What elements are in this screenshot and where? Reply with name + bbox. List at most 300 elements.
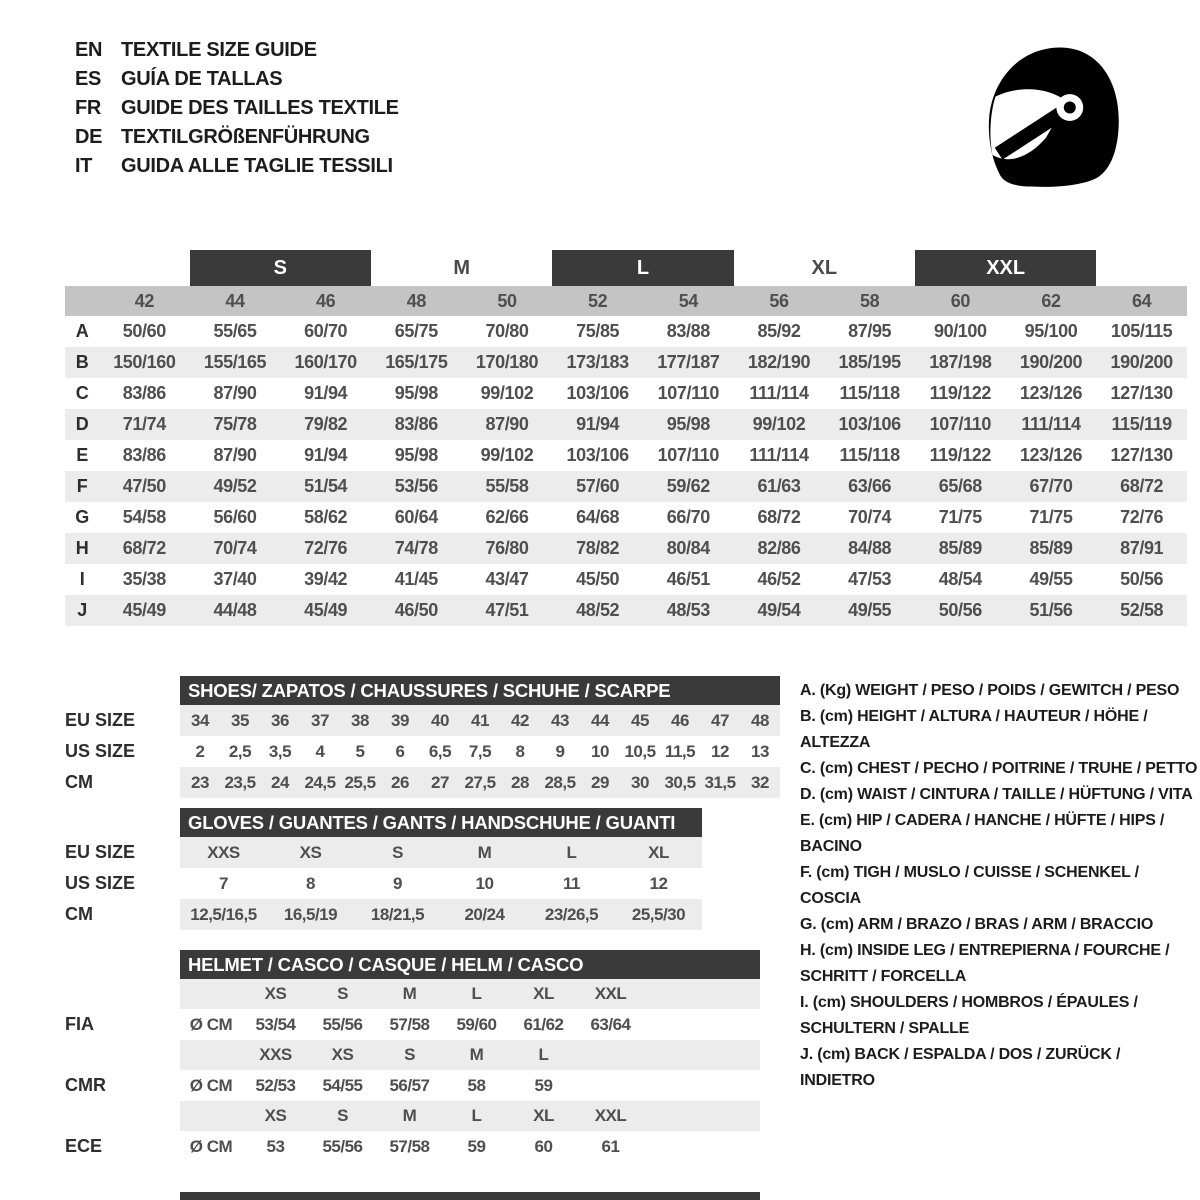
shoes-value-cell: 3,5 (268, 741, 292, 761)
row-letter-label: I (79, 569, 85, 589)
textile-value-cell: 85/89 (938, 538, 982, 558)
textile-value-cell: 46/52 (757, 569, 801, 589)
textile-value-cell: 99/102 (752, 414, 806, 434)
size-band-xl: XL (811, 256, 838, 279)
shoes-value-cell: 35 (231, 710, 249, 730)
helmet-value-cell: 57/58 (389, 1136, 430, 1156)
textile-value-cell: 70/74 (848, 507, 892, 527)
textile-value-cell: 60/64 (394, 507, 438, 527)
textile-value-cell: 170/180 (475, 352, 539, 372)
textile-value-cell: 47/50 (122, 476, 166, 496)
helmet-size-cell (577, 1040, 644, 1070)
filler-cell (644, 1131, 760, 1162)
textile-value-cell: 71/75 (938, 507, 982, 527)
gloves-row-label: EU SIZE (65, 842, 136, 862)
shoes-row (65, 736, 780, 767)
textile-value-cell: 49/52 (213, 476, 257, 496)
textile-value-cell: 49/54 (757, 600, 801, 620)
shoes-value-cell: 38 (351, 710, 369, 730)
shoes-row-body (180, 736, 780, 767)
size-band-s: S (190, 250, 371, 286)
filler-cell (644, 1101, 760, 1131)
language-row (75, 123, 399, 152)
textile-value-cell: 49/55 (848, 600, 892, 620)
textile-value-cell: 72/76 (1120, 507, 1164, 527)
textile-value-cell: 50/56 (1120, 569, 1164, 589)
textile-row-F (65, 471, 1187, 502)
textile-value-cell: 84/88 (848, 538, 892, 558)
filler-cell (644, 1009, 760, 1040)
textile-value-cell: 127/130 (1110, 383, 1173, 403)
shoes-value-cell: 28 (511, 772, 529, 792)
textile-value-cell: 71/74 (122, 414, 166, 434)
helmet-value-cell: 57/58 (389, 1014, 430, 1034)
shoes-row-label: US SIZE (65, 741, 136, 761)
helmet-value-cell: 59 (467, 1136, 486, 1156)
helmet-value-cell: 55/56 (322, 1136, 363, 1156)
textile-value-cell: 48/54 (938, 569, 982, 589)
textile-value-cell: 70/80 (485, 321, 529, 341)
shoes-value-cell: 46 (671, 710, 689, 730)
textile-value-cell: 103/106 (566, 383, 629, 403)
helmet-size-cell: XS (264, 984, 287, 1003)
helmet-value-row-fia (65, 1009, 780, 1040)
textile-value-cell: 67/70 (1029, 476, 1073, 496)
textile-value-cell: 52/58 (1120, 600, 1164, 620)
helmet-size-cell: XXS (259, 1045, 292, 1064)
textile-value-cell: 115/118 (839, 383, 900, 403)
textile-value-cell: 66/70 (666, 507, 710, 527)
textile-row-A (65, 316, 1187, 347)
gloves-section-title: GLOVES / GUANTES / GANTS / HANDSCHUHE / GUANTI (180, 808, 702, 837)
gloves-value-cell: 23/26,5 (544, 904, 599, 924)
helmet-size-cell: L (538, 1045, 549, 1064)
textile-value-cell: 50/60 (122, 321, 166, 341)
textile-value-cell: 61/63 (757, 476, 801, 496)
filler-cell (644, 1040, 760, 1070)
shoes-value-cell: 27,5 (464, 772, 496, 792)
textile-value-cell: 49/55 (1029, 569, 1073, 589)
textile-value-cell: 190/200 (1110, 352, 1173, 372)
helmet-size-cell: S (404, 1045, 415, 1064)
gloves-row (65, 899, 780, 930)
textile-value-cell: 45/50 (576, 569, 620, 589)
helmet-size-cell: M (402, 984, 417, 1003)
language-row (75, 152, 399, 181)
shoes-value-cell: 25,5 (344, 772, 376, 792)
helmet-size-cell: XS (331, 1045, 354, 1064)
helmet-value-cell: 59 (534, 1075, 553, 1095)
gloves-value-cell: 10 (475, 873, 494, 893)
helmet-standard-label: ECE (65, 1136, 103, 1156)
helmet-value-cell: 58 (467, 1075, 486, 1095)
textile-value-cell: 91/94 (304, 383, 348, 403)
textile-value-cell: 85/89 (1029, 538, 1073, 558)
helmet-rows (65, 979, 780, 1162)
gloves-value-cell: 8 (306, 873, 315, 893)
helmet-size-row-cmr (65, 1040, 780, 1070)
textile-value-cell: 107/110 (929, 414, 991, 434)
textile-value-cell: 87/91 (1120, 538, 1164, 558)
textile-value-cell: 115/119 (1111, 414, 1172, 434)
gloves-value-cell: XXS (207, 842, 240, 862)
shoes-value-cell: 6,5 (428, 741, 452, 761)
textile-value-cell: 56/60 (213, 507, 257, 527)
legend-item: A. (Kg) WEIGHT / PESO / POIDS / GEWITCH / PESO (800, 682, 1180, 699)
helmet-size-cell: XXL (594, 1106, 627, 1125)
textile-value-cell: 160/170 (294, 352, 357, 372)
language-code: IT (75, 155, 93, 177)
gloves-value-cell: L (566, 842, 577, 862)
textile-value-cell: 75/78 (213, 414, 257, 434)
shoes-value-cell: 47 (711, 710, 729, 730)
textile-value-cell: 95/98 (394, 383, 438, 403)
textile-row-I (65, 564, 1187, 595)
size-header-cell: 48 (406, 290, 426, 311)
racing-helmet-icon (975, 28, 1133, 206)
shoes-value-cell: 45 (631, 710, 649, 730)
textile-value-cell: 95/98 (666, 414, 710, 434)
helmet-value-cell: 53/54 (255, 1014, 296, 1034)
legend-item: J. (cm) BACK / ESPALDA / DOS / ZURÜCK / INDIETRO (800, 1046, 1121, 1089)
helmet-size-row-body (180, 1040, 760, 1070)
textile-value-cell: 43/47 (485, 569, 529, 589)
shoes-value-cell: 30,5 (664, 772, 696, 792)
shoes-value-cell: 5 (355, 741, 365, 761)
gloves-row-label: CM (65, 904, 93, 924)
textile-value-cell: 48/52 (576, 600, 620, 620)
helmet-value-cell (577, 1070, 644, 1101)
language-title: GUÍA DE TALLAS (121, 68, 283, 90)
helmet-standard-label: CMR (65, 1075, 106, 1095)
shoes-row-body (180, 705, 780, 736)
language-code: ES (75, 68, 102, 90)
shoes-value-cell: 43 (551, 710, 569, 730)
gloves-value-cell: 7 (219, 873, 228, 893)
gloves-value-cell: XS (299, 842, 322, 862)
textile-value-cell: 44/48 (213, 600, 257, 620)
shoes-value-cell: 4 (315, 741, 325, 761)
textile-value-cell: 115/118 (839, 445, 900, 465)
language-title: TEXTILE SIZE GUIDE (121, 39, 317, 61)
helmet-row-label (65, 979, 180, 1009)
textile-value-cell: 182/190 (747, 352, 811, 372)
shoes-value-cell: 8 (515, 741, 525, 761)
textile-value-cell: 91/94 (576, 414, 620, 434)
textile-value-cell: 107/110 (657, 445, 719, 465)
shoes-value-cell: 30 (631, 772, 649, 792)
textile-value-cell: 59/62 (666, 476, 710, 496)
textile-value-cell: 79/82 (304, 414, 348, 434)
row-letter-label: C (75, 383, 89, 403)
helmet-section-title: HELMET / CASCO / CASQUE / HELM / CASCO (180, 950, 760, 979)
textile-value-cell: 60/70 (304, 321, 348, 341)
lower-tables (65, 676, 780, 1162)
helmet-size-row-body (180, 979, 760, 1009)
gloves-value-cell: 12 (649, 873, 668, 893)
helmet-size-row-ece (65, 1101, 780, 1131)
textile-row-B (65, 347, 1187, 378)
helmet-value-row-body (180, 1009, 760, 1040)
textile-value-cell: 87/90 (485, 414, 529, 434)
textile-value-cell: 64/68 (576, 507, 620, 527)
size-header-cell: 52 (588, 290, 608, 311)
helmet-row-label (65, 1101, 180, 1131)
helmet-value-cell: 52/53 (255, 1075, 296, 1095)
shoes-value-cell: 29 (591, 772, 609, 792)
textile-value-cell: 68/72 (757, 507, 801, 527)
textile-value-cell: 99/102 (480, 383, 534, 403)
shoes-value-cell: 34 (191, 710, 209, 730)
shoes-value-cell: 37 (311, 710, 329, 730)
textile-value-cell: 111/114 (749, 445, 809, 465)
helmet-size-row-fia (65, 979, 780, 1009)
textile-value-cell: 50/56 (938, 600, 982, 620)
size-header-cell: 62 (1041, 290, 1061, 311)
shoes-value-cell: 10,5 (624, 741, 656, 761)
shoes-row-label: EU SIZE (65, 710, 136, 730)
textile-value-cell: 37/40 (213, 569, 257, 589)
textile-value-cell: 83/88 (666, 321, 710, 341)
helmet-size-cell: S (337, 1106, 348, 1125)
language-code: FR (75, 97, 102, 119)
textile-value-cell: 123/126 (1019, 445, 1083, 465)
size-header-cell: 56 (769, 290, 789, 311)
row-letter-label: J (77, 600, 87, 620)
shoes-value-cell: 39 (391, 710, 409, 730)
shoes-row (65, 705, 780, 736)
gloves-value-cell: 20/24 (464, 904, 505, 924)
textile-value-cell: 123/126 (1019, 383, 1083, 403)
textile-value-cell: 55/58 (485, 476, 529, 496)
shoes-value-cell: 28,5 (544, 772, 576, 792)
textile-value-cell: 65/68 (938, 476, 982, 496)
textile-value-cell: 173/183 (566, 352, 629, 372)
row-letter-label: G (75, 507, 89, 527)
language-code: DE (75, 126, 103, 148)
textile-value-cell: 53/56 (394, 476, 438, 496)
textile-value-cell: 83/86 (394, 414, 438, 434)
textile-rows (65, 316, 1187, 626)
textile-value-cell: 190/200 (1019, 352, 1083, 372)
helmet-size-cell: XXL (594, 984, 627, 1003)
language-code: EN (75, 39, 103, 61)
textile-value-cell: 39/42 (304, 569, 348, 589)
shoes-value-cell: 44 (591, 710, 609, 730)
textile-value-cell: 111/114 (749, 383, 809, 403)
helmet-value-cell: 63/64 (590, 1014, 631, 1034)
legend-item: C. (cm) CHEST / PECHO / POITRINE / TRUHE / PETTO (800, 760, 1198, 777)
shoes-value-cell: 26 (391, 772, 409, 792)
size-band-row (65, 250, 1187, 286)
textile-value-cell: 51/54 (304, 476, 348, 496)
gloves-value-cell: 25,5/30 (631, 904, 686, 924)
textile-value-cell: 68/72 (122, 538, 166, 558)
shoes-row-label: CM (65, 772, 93, 792)
textile-value-cell: 87/90 (213, 445, 257, 465)
shoes-value-cell: 24 (271, 772, 289, 792)
textile-value-cell: 85/92 (757, 321, 801, 341)
size-header-cell: 46 (316, 290, 336, 311)
helmet-value-row-ece (65, 1131, 780, 1162)
textile-value-cell: 48/53 (666, 600, 710, 620)
textile-value-cell: 87/90 (213, 383, 257, 403)
textile-row-D (65, 409, 1187, 440)
row-letter-label: A (75, 321, 89, 341)
shoes-value-cell: 23,5 (224, 772, 256, 792)
textile-value-cell: 107/110 (657, 383, 719, 403)
textile-value-cell: 105/115 (1111, 321, 1173, 341)
gloves-value-cell: M (477, 842, 492, 862)
gloves-row (65, 868, 780, 899)
helmet-unit-cell: Ø CM (189, 1075, 233, 1095)
textile-value-cell: 80/84 (666, 538, 710, 558)
textile-row-H (65, 533, 1187, 564)
row-letter-label: H (75, 538, 89, 558)
textile-value-cell: 83/86 (122, 445, 166, 465)
helmet-unit-spacer (180, 1101, 242, 1131)
textile-value-cell: 62/66 (485, 507, 529, 527)
size-header-cell: 44 (225, 290, 245, 311)
legend-item: G. (cm) ARM / BRAZO / BRAS / ARM / BRACCIO (800, 916, 1154, 933)
filler-cell (644, 1070, 760, 1101)
row-letter-label: D (75, 414, 89, 434)
shoes-section-title: SHOES/ ZAPATOS / CHAUSSURES / SCHUHE / SCARPE (180, 676, 780, 705)
helmet-size-cell: XS (264, 1106, 287, 1125)
textile-value-cell: 71/75 (1029, 507, 1073, 527)
textile-value-cell: 72/76 (304, 538, 348, 558)
textile-row-J (65, 595, 1187, 626)
textile-row-E (65, 440, 1187, 471)
textile-value-cell: 41/45 (394, 569, 438, 589)
helmet-size-cell: XL (533, 1106, 554, 1125)
textile-value-cell: 165/175 (385, 352, 448, 372)
size-header-cell: 64 (1132, 290, 1152, 311)
textile-value-cell: 127/130 (1110, 445, 1173, 465)
textile-value-cell: 47/51 (485, 600, 529, 620)
legend-item: B. (cm) HEIGHT / ALTURA / HAUTEUR / HÖHE / ALTEZZA (800, 708, 1148, 751)
textile-value-cell: 57/60 (576, 476, 620, 496)
size-header-cell: 42 (134, 290, 154, 311)
helmet-value-row-body (180, 1131, 760, 1162)
gloves-row (65, 837, 780, 868)
gloves-row-body (180, 899, 702, 930)
gloves-value-cell: S (392, 842, 403, 862)
textile-value-cell: 46/50 (394, 600, 438, 620)
textile-size-table (65, 250, 1187, 626)
helmet-value-cell: 53 (266, 1136, 285, 1156)
helmet-size-cell: L (471, 1106, 482, 1125)
legend-item: F. (cm) TIGH / MUSLO / CUISSE / SCHENKEL / COSCIA (800, 864, 1139, 907)
shoes-value-cell: 6 (395, 741, 405, 761)
row-letter-label: B (75, 352, 89, 372)
corner-cell (65, 286, 99, 316)
helmet-unit-cell: Ø CM (189, 1136, 233, 1156)
textile-value-cell: 111/114 (1021, 414, 1081, 434)
shoes-value-cell: 42 (511, 710, 529, 730)
row-letter-label: E (76, 445, 88, 465)
language-row (75, 36, 399, 65)
textile-value-cell: 119/122 (929, 383, 991, 403)
helmet-size-cell: XL (533, 984, 554, 1003)
shoes-value-cell: 2 (195, 741, 205, 761)
shoes-value-cell: 23 (191, 772, 209, 792)
shoes-value-cell: 13 (751, 741, 769, 761)
gloves-value-cell: 9 (393, 873, 402, 893)
textile-value-cell: 177/187 (657, 352, 720, 372)
shoes-value-cell: 10 (591, 741, 609, 761)
textile-value-cell: 95/98 (394, 445, 438, 465)
textile-value-cell: 150/160 (113, 352, 176, 372)
shoes-value-cell: 32 (751, 772, 769, 792)
textile-value-cell: 51/56 (1029, 600, 1073, 620)
shoes-value-cell: 12 (711, 741, 729, 761)
textile-value-cell: 75/85 (576, 321, 620, 341)
textile-row-G (65, 502, 1187, 533)
gloves-row-body (180, 868, 702, 899)
legend-item: E. (cm) HIP / CADERA / HANCHE / HÜFTE / HIPS / BACINO (800, 812, 1165, 855)
textile-value-cell: 70/74 (213, 538, 257, 558)
helmet-size-cell: S (337, 984, 348, 1003)
textile-value-cell: 68/72 (1120, 476, 1164, 496)
shoes-value-cell: 11,5 (664, 741, 696, 761)
helmet-standard-label: FIA (65, 1014, 94, 1034)
size-header-cell: 50 (497, 290, 517, 311)
gloves-value-cell: 12,5/16,5 (190, 904, 257, 924)
size-band-l: L (552, 250, 733, 286)
row-letter-label: F (76, 476, 88, 496)
gloves-rows (65, 837, 780, 930)
helmet-size-cell: M (402, 1106, 417, 1125)
textile-value-cell: 78/82 (576, 538, 620, 558)
textile-value-cell: 74/78 (394, 538, 438, 558)
gloves-value-cell: 11 (563, 873, 580, 893)
gloves-row-body (180, 837, 702, 868)
textile-value-cell: 46/51 (666, 569, 710, 589)
textile-value-cell: 83/86 (122, 383, 166, 403)
size-header-cell: 58 (860, 290, 880, 311)
textile-value-cell: 95/100 (1024, 321, 1078, 341)
cutoff-header-bar (180, 1192, 760, 1200)
textile-value-cell: 82/86 (757, 538, 801, 558)
shoes-value-cell: 24,5 (304, 772, 336, 792)
helmet-value-cell: 59/60 (456, 1014, 497, 1034)
language-title: GUIDA ALLE TAGLIE TESSILI (121, 155, 393, 177)
textile-value-cell: 99/102 (480, 445, 534, 465)
language-list (75, 36, 399, 181)
gloves-row-label: US SIZE (65, 873, 136, 893)
filler-cell (644, 979, 760, 1009)
size-band-xxl: XXL (915, 250, 1096, 286)
textile-value-cell: 54/58 (122, 507, 166, 527)
textile-value-cell: 65/75 (394, 321, 438, 341)
textile-value-cell: 91/94 (304, 445, 348, 465)
textile-value-cell: 90/100 (933, 321, 987, 341)
helmet-size-cell: L (471, 984, 482, 1003)
shoes-value-cell: 27 (431, 772, 449, 792)
gloves-value-cell: 16,5/19 (283, 904, 338, 924)
legend-item: D. (cm) WAIST / CINTURA / TAILLE / HÜFTUNG / VITA (800, 786, 1193, 803)
textile-value-cell: 55/65 (213, 321, 257, 341)
textile-value-cell: 45/49 (304, 600, 348, 620)
textile-value-cell: 185/195 (838, 352, 901, 372)
helmet-unit-spacer (180, 979, 242, 1009)
textile-value-cell: 58/62 (304, 507, 348, 527)
shoes-row-body (180, 767, 780, 798)
textile-value-cell: 187/198 (929, 352, 992, 372)
shoes-value-cell: 48 (751, 710, 769, 730)
size-header-cell: 60 (950, 290, 970, 311)
